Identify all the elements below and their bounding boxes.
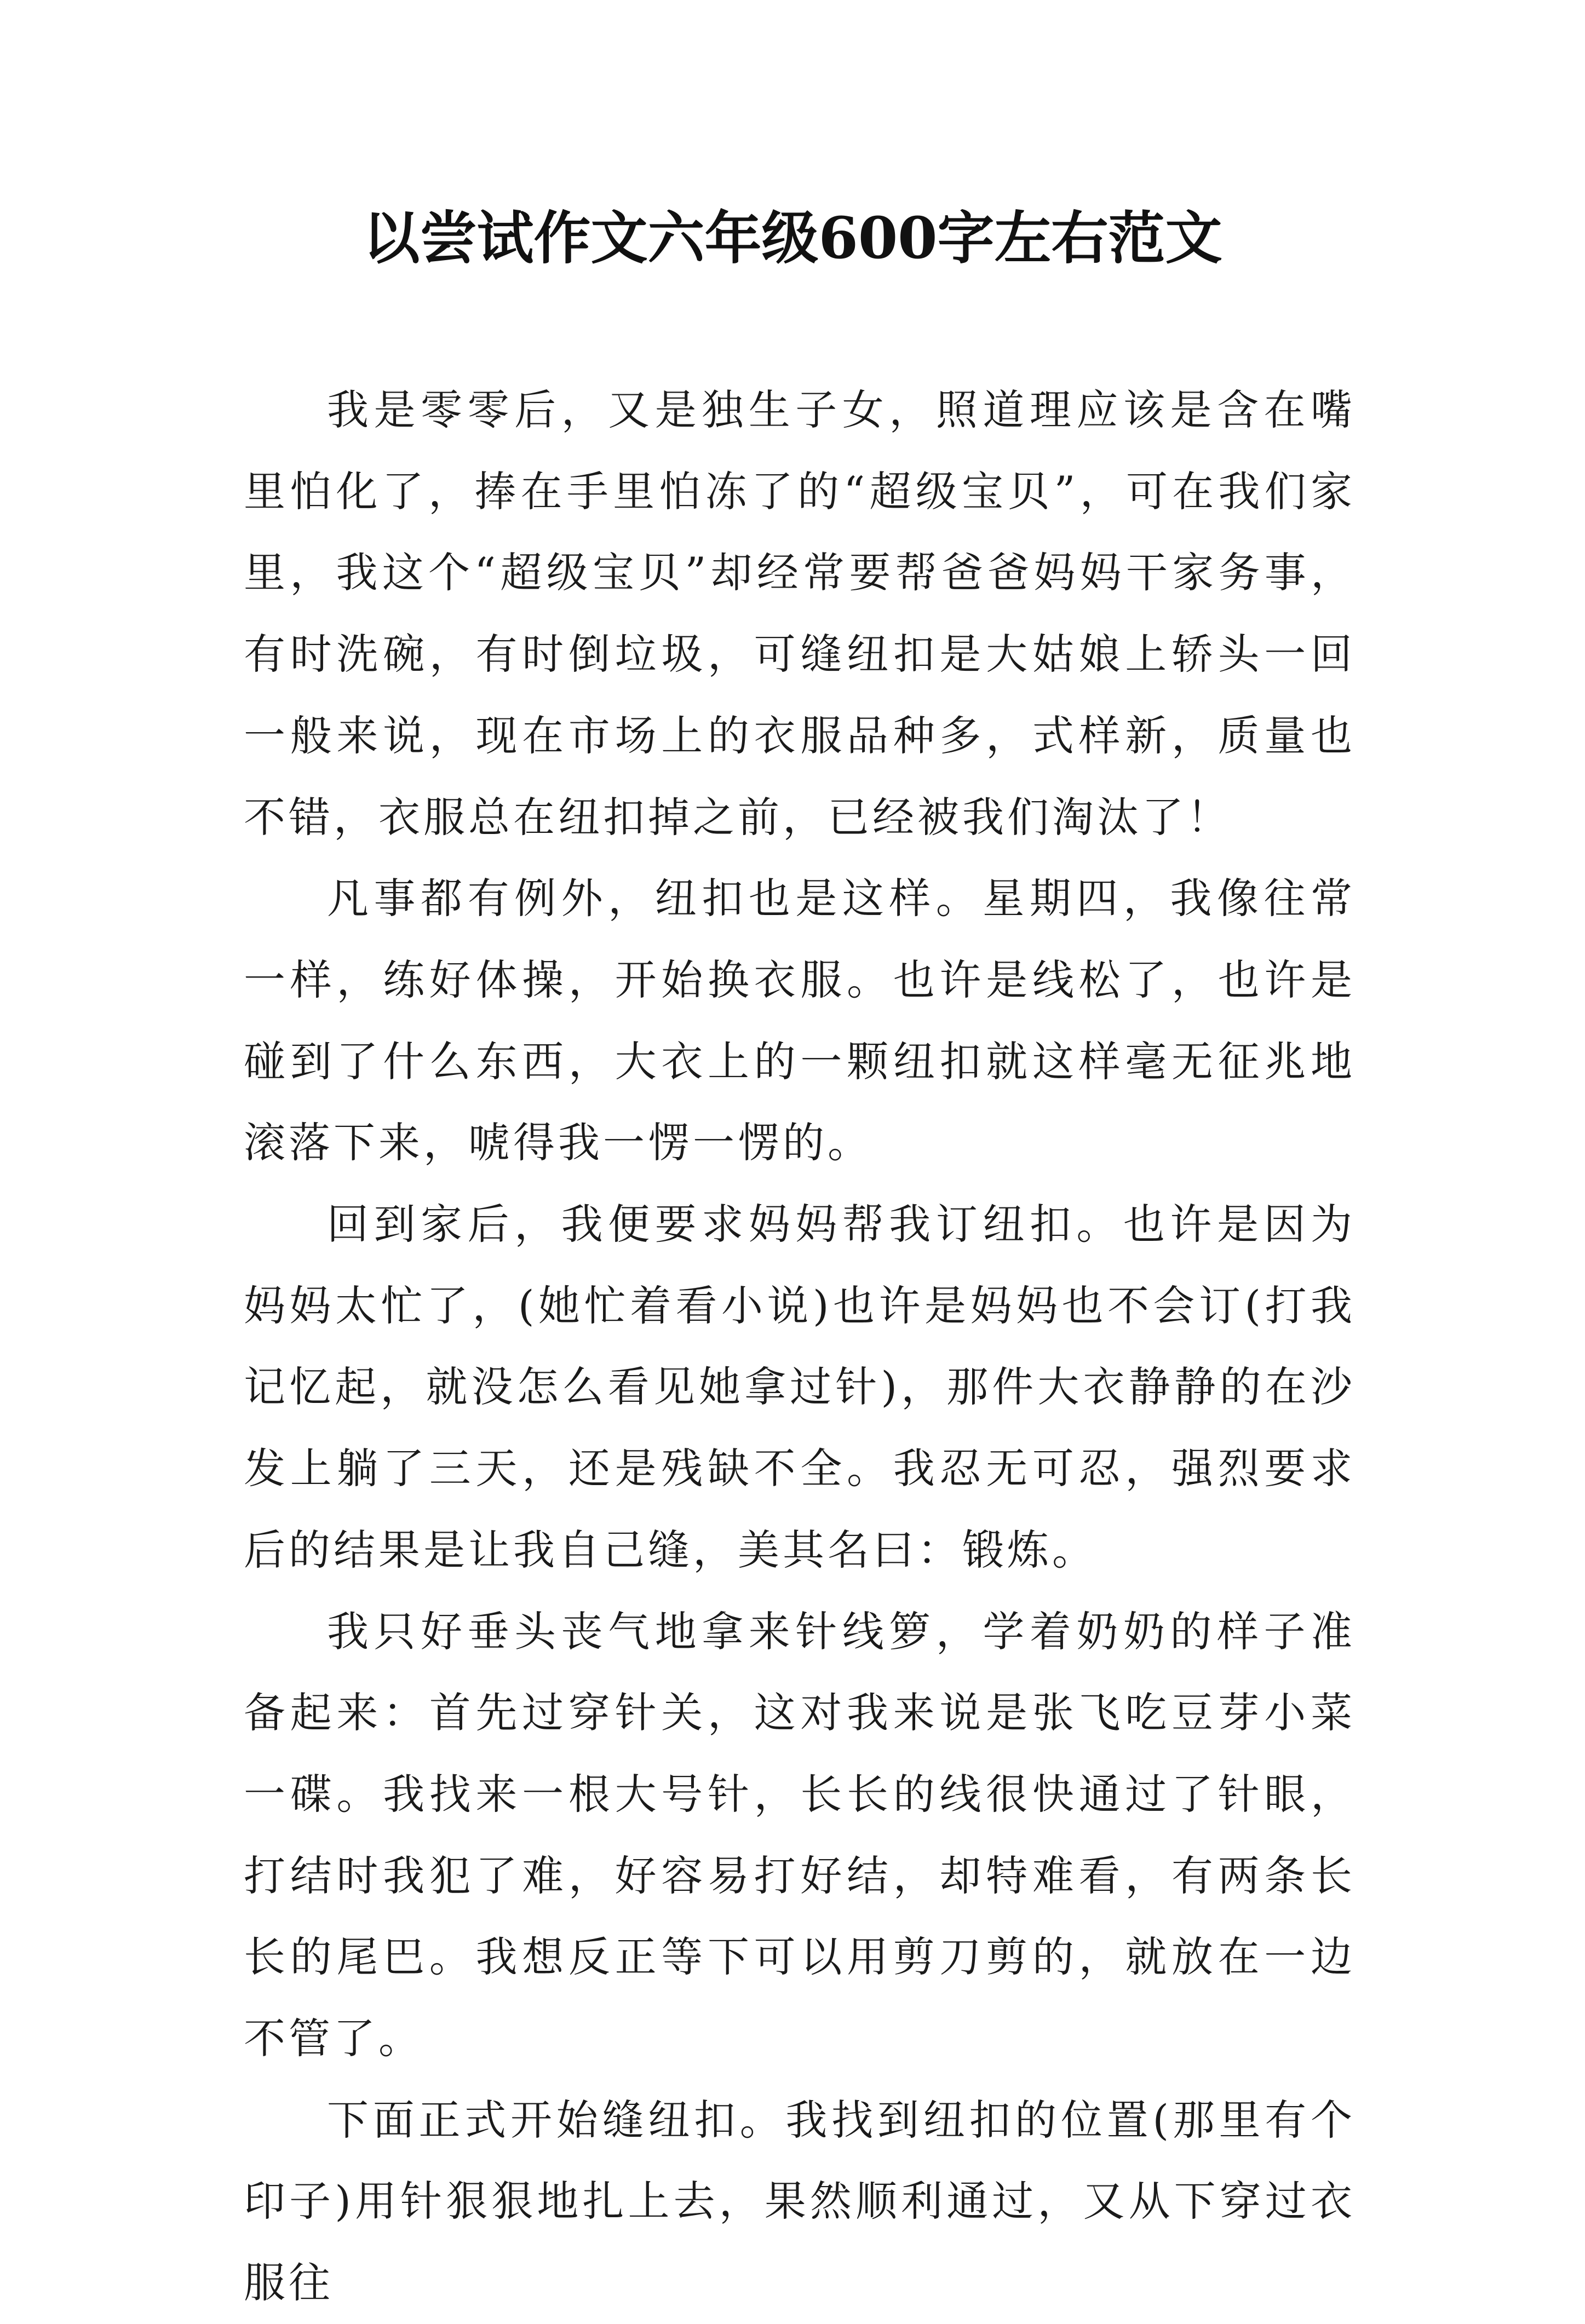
document-body xyxy=(244,370,1356,2324)
document-title: 以尝试作文六年级600字左右范文 xyxy=(363,204,1222,272)
paragraph-2: 凡事都有例外，纽扣也是这样。星期四，我像往常一样，练好体操，开始换衣服。也许是线松了，也许是碰到了什么东西，大衣上的一颗纽扣就这样毫无征兆地滚落下来，唬得我一愣一愣的。 xyxy=(244,874,1356,1167)
paragraph-1: 我是零零后，又是独生子女，照道理应该是含在嘴里怕化了，捧在手里怕冻了的“超级宝贝”，可在我们家里，我这个“超级宝贝”却经常要帮爸爸妈妈干家务事，有时洗碗，有时倒垃圾，可缝纽扣是大姑娘上轿头一回一般来说，现在市场上的衣服品种多，式样新，质量也不错，衣服总在纽扣掉之前，已经被我们淘汰了！ xyxy=(244,386,1356,842)
paragraph-4: 我只好垂头丧气地拿来针线箩，学着奶奶的样子准备起来：首先过穿针关，这对我来说是张飞吃豆芽小菜一碟。我找来一根大号针，长长的线很快通过了针眼，打结时我犯了难，好容易打好结，却特难看，有两条长长的尾巴。我想反正等下可以用剪刀剪的，就放在一边不管了。 xyxy=(244,1607,1356,2063)
paragraph-5: 下面正式开始缝纽扣。我找到纽扣的位置(那里有个印子)用针狠狠地扎上去，果然顺利通过，又从下穿过衣服往 xyxy=(244,2095,1356,2308)
paragraph-3: 回到家后，我便要求妈妈帮我订纽扣。也许是因为妈妈太忙了，(她忙着看小说)也许是妈妈也不会订(打我记忆起，就没怎么看见她拿过针)，那件大衣静静的在沙发上躺了三天，还是残缺不全。我忍无可忍，强烈要求后的结果是让我自己缝，美其名曰：锻炼。 xyxy=(244,1200,1356,1574)
